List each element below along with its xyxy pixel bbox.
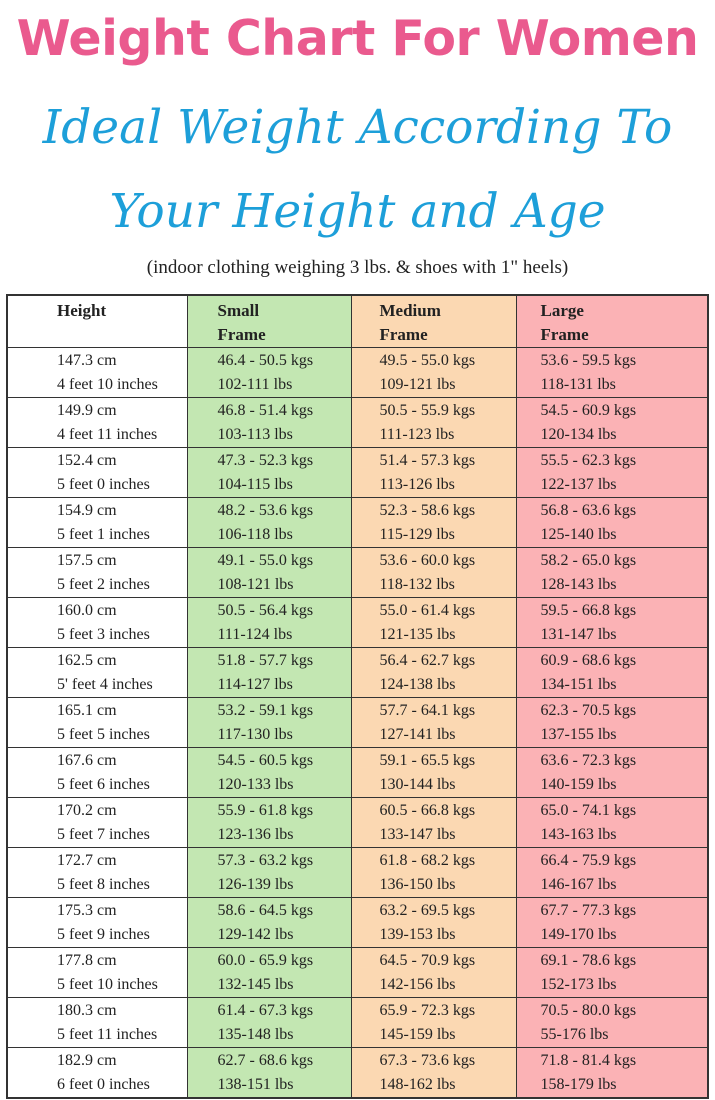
height-cm-value: 157.5 cm (57, 552, 117, 569)
large-cell (516, 1048, 708, 1099)
large-cell (516, 398, 708, 448)
small-cell (187, 398, 351, 448)
small-cell (187, 698, 351, 748)
large-large-kg-value: 55.5 - 62.3 kgs (540, 452, 637, 469)
small-small-kg-value: 46.4 - 50.5 kgs (217, 352, 314, 369)
medium-medium-lb-value: 145-159 lbs (379, 1026, 456, 1043)
small-cell (187, 848, 351, 898)
height-cell (7, 698, 187, 748)
medium-cell (351, 748, 516, 798)
medium-medium-lb-value: 109-121 lbs (379, 376, 456, 393)
medium-medium-kg-value: 57.7 - 64.1 kgs (379, 702, 476, 719)
small-cell (187, 498, 351, 548)
medium-medium-lb-value: 124-138 lbs (379, 676, 456, 693)
height-ft-value: 5 feet 10 inches (57, 976, 158, 993)
height-cm-value: 147.3 cm (57, 352, 117, 369)
large-cell (516, 898, 708, 948)
medium-medium-lb-value: 113-126 lbs (379, 476, 455, 493)
medium-cell (351, 848, 516, 898)
table-row (7, 848, 708, 898)
large-cell (516, 948, 708, 998)
header-medium-line2: Frame (379, 325, 428, 344)
small-small-lb-value: 114-127 lbs (217, 676, 293, 693)
height-cell (7, 998, 187, 1048)
medium-medium-kg-value: 67.3 - 73.6 kgs (379, 1052, 476, 1069)
height-ft-value: 5 feet 0 inches (57, 476, 150, 493)
large-cell (516, 498, 708, 548)
large-large-lb-value: 158-179 lbs (540, 1076, 617, 1093)
medium-medium-kg-value: 49.5 - 55.0 kgs (379, 352, 476, 369)
table-header-row (7, 295, 708, 348)
large-cell (516, 798, 708, 848)
small-small-kg-value: 50.5 - 56.4 kgs (217, 602, 314, 619)
header-height-label: Height (57, 301, 107, 320)
small-cell (187, 1048, 351, 1099)
medium-medium-kg-value: 61.8 - 68.2 kgs (379, 852, 476, 869)
height-cm-value: 175.3 cm (57, 902, 117, 919)
height-cm-value: 162.5 cm (57, 652, 117, 669)
large-large-lb-value: 120-134 lbs (540, 426, 617, 443)
medium-medium-lb-value: 121-135 lbs (379, 626, 456, 643)
height-ft-value: 5 feet 3 inches (57, 626, 150, 643)
height-ft-value: 5 feet 11 inches (57, 1026, 158, 1043)
table-row (7, 548, 708, 598)
table-body (7, 348, 708, 1099)
medium-medium-kg-value: 59.1 - 65.5 kgs (379, 752, 476, 769)
height-ft-value: 5 feet 2 inches (57, 576, 150, 593)
medium-medium-kg-value: 50.5 - 55.9 kgs (379, 402, 476, 419)
height-cm-value: 170.2 cm (57, 802, 117, 819)
subtitle-line-2: Your Height and Age (109, 184, 606, 239)
small-small-kg-value: 51.8 - 57.7 kgs (217, 652, 314, 669)
large-large-kg-value: 54.5 - 60.9 kgs (540, 402, 637, 419)
small-small-lb-value: 117-130 lbs (217, 726, 293, 743)
small-small-kg-value: 48.2 - 53.6 kgs (217, 502, 314, 519)
small-small-lb-value: 111-124 lbs (217, 626, 293, 643)
header-large-frame (516, 295, 708, 348)
large-cell (516, 448, 708, 498)
medium-cell (351, 948, 516, 998)
medium-medium-lb-value: 115-129 lbs (379, 526, 455, 543)
height-ft-value: 5 feet 6 inches (57, 776, 150, 793)
medium-medium-kg-value: 51.4 - 57.3 kgs (379, 452, 476, 469)
small-small-kg-value: 57.3 - 63.2 kgs (217, 852, 314, 869)
medium-medium-kg-value: 63.2 - 69.5 kgs (379, 902, 476, 919)
height-cell (7, 1048, 187, 1099)
small-cell (187, 448, 351, 498)
height-cm-value: 152.4 cm (57, 452, 117, 469)
large-cell (516, 698, 708, 748)
large-large-kg-value: 53.6 - 59.5 kgs (540, 352, 637, 369)
large-cell (516, 648, 708, 698)
height-cell (7, 448, 187, 498)
large-large-lb-value: 137-155 lbs (540, 726, 617, 743)
small-small-lb-value: 102-111 lbs (217, 376, 293, 393)
medium-medium-kg-value: 64.5 - 70.9 kgs (379, 952, 476, 969)
table-row (7, 448, 708, 498)
medium-medium-lb-value: 127-141 lbs (379, 726, 456, 743)
large-large-kg-value: 67.7 - 77.3 kgs (540, 902, 637, 919)
small-small-lb-value: 108-121 lbs (217, 576, 294, 593)
table-row (7, 748, 708, 798)
large-large-kg-value: 63.6 - 72.3 kgs (540, 752, 637, 769)
large-large-kg-value: 60.9 - 68.6 kgs (540, 652, 637, 669)
small-cell (187, 948, 351, 998)
large-large-lb-value: 131-147 lbs (540, 626, 617, 643)
large-large-lb-value: 122-137 lbs (540, 476, 617, 493)
height-cell (7, 548, 187, 598)
height-cell (7, 398, 187, 448)
table-row (7, 948, 708, 998)
medium-cell (351, 698, 516, 748)
small-small-kg-value: 46.8 - 51.4 kgs (217, 402, 314, 419)
large-large-kg-value: 69.1 - 78.6 kgs (540, 952, 637, 969)
small-small-kg-value: 54.5 - 60.5 kgs (217, 752, 314, 769)
table-row (7, 348, 708, 398)
medium-medium-lb-value: 139-153 lbs (379, 926, 456, 943)
height-ft-value: 5' feet 4 inches (57, 676, 153, 693)
medium-medium-lb-value: 148-162 lbs (379, 1076, 456, 1093)
header-medium-frame (351, 295, 516, 348)
height-ft-value: 4 feet 10 inches (57, 376, 158, 393)
small-small-lb-value: 120-133 lbs (217, 776, 294, 793)
table-row (7, 998, 708, 1048)
medium-medium-lb-value: 142-156 lbs (379, 976, 456, 993)
height-cm-value: 172.7 cm (57, 852, 117, 869)
height-cm-value: 149.9 cm (57, 402, 117, 419)
large-large-lb-value: 143-163 lbs (540, 826, 617, 843)
medium-cell (351, 498, 516, 548)
height-cm-value: 154.9 cm (57, 502, 117, 519)
height-cell (7, 498, 187, 548)
header-large-line2: Frame (540, 325, 589, 344)
medium-cell (351, 398, 516, 448)
medium-cell (351, 798, 516, 848)
small-cell (187, 998, 351, 1048)
table-row (7, 498, 708, 548)
header-small-frame (187, 295, 351, 348)
medium-cell (351, 448, 516, 498)
medium-cell (351, 648, 516, 698)
height-cell (7, 798, 187, 848)
large-large-lb-value: 118-131 lbs (540, 376, 616, 393)
medium-cell (351, 598, 516, 648)
small-small-kg-value: 55.9 - 61.8 kgs (217, 802, 314, 819)
medium-medium-lb-value: 130-144 lbs (379, 776, 456, 793)
height-ft-value: 6 feet 0 inches (57, 1076, 150, 1093)
small-small-kg-value: 47.3 - 52.3 kgs (217, 452, 314, 469)
header-small-line2: Frame (217, 325, 266, 344)
height-cell (7, 898, 187, 948)
table-row (7, 698, 708, 748)
large-large-lb-value: 55-176 lbs (540, 1026, 609, 1043)
table-row (7, 598, 708, 648)
small-cell (187, 898, 351, 948)
large-large-kg-value: 58.2 - 65.0 kgs (540, 552, 637, 569)
large-large-kg-value: 70.5 - 80.0 kgs (540, 1002, 637, 1019)
medium-medium-kg-value: 52.3 - 58.6 kgs (379, 502, 476, 519)
large-large-kg-value: 56.8 - 63.6 kgs (540, 502, 637, 519)
small-small-kg-value: 49.1 - 55.0 kgs (217, 552, 314, 569)
height-cm-value: 182.9 cm (57, 1052, 117, 1069)
small-small-lb-value: 103-113 lbs (217, 426, 293, 443)
height-cell (7, 848, 187, 898)
small-cell (187, 348, 351, 398)
large-large-kg-value: 62.3 - 70.5 kgs (540, 702, 637, 719)
large-cell (516, 348, 708, 398)
clothing-note: (indoor clothing weighing 3 lbs. & shoes with 1" heels) (146, 257, 569, 278)
header-large-line1: Large (540, 301, 584, 320)
medium-medium-lb-value: 133-147 lbs (379, 826, 456, 843)
medium-cell (351, 1048, 516, 1099)
height-cm-value: 180.3 cm (57, 1002, 117, 1019)
small-small-lb-value: 126-139 lbs (217, 876, 294, 893)
height-cm-value: 160.0 cm (57, 602, 117, 619)
table-row (7, 648, 708, 698)
small-small-lb-value: 123-136 lbs (217, 826, 294, 843)
height-cm-value: 165.1 cm (57, 702, 117, 719)
large-large-lb-value: 152-173 lbs (540, 976, 617, 993)
header-medium-line1: Medium (379, 301, 441, 320)
small-small-lb-value: 104-115 lbs (217, 476, 293, 493)
table-row (7, 398, 708, 448)
medium-medium-lb-value: 111-123 lbs (379, 426, 455, 443)
height-cell (7, 598, 187, 648)
height-cell (7, 648, 187, 698)
small-cell (187, 548, 351, 598)
large-large-lb-value: 146-167 lbs (540, 876, 617, 893)
medium-medium-kg-value: 65.9 - 72.3 kgs (379, 1002, 476, 1019)
large-large-kg-value: 71.8 - 81.4 kgs (540, 1052, 637, 1069)
small-small-kg-value: 53.2 - 59.1 kgs (217, 702, 314, 719)
large-large-kg-value: 59.5 - 66.8 kgs (540, 602, 637, 619)
large-large-kg-value: 65.0 - 74.1 kgs (540, 802, 637, 819)
small-small-lb-value: 106-118 lbs (217, 526, 293, 543)
page-title: Weight Chart For Women (16, 10, 699, 67)
small-small-lb-value: 135-148 lbs (217, 1026, 294, 1043)
height-cm-value: 177.8 cm (57, 952, 117, 969)
table-row (7, 798, 708, 848)
height-ft-value: 5 feet 7 inches (57, 826, 150, 843)
small-small-lb-value: 138-151 lbs (217, 1076, 294, 1093)
medium-cell (351, 998, 516, 1048)
small-cell (187, 798, 351, 848)
medium-medium-lb-value: 136-150 lbs (379, 876, 456, 893)
height-cell (7, 348, 187, 398)
height-cell (7, 948, 187, 998)
header-height (7, 295, 187, 348)
medium-medium-kg-value: 60.5 - 66.8 kgs (379, 802, 476, 819)
table-row (7, 898, 708, 948)
small-small-lb-value: 132-145 lbs (217, 976, 294, 993)
small-small-lb-value: 129-142 lbs (217, 926, 294, 943)
height-ft-value: 5 feet 1 inches (57, 526, 150, 543)
medium-medium-kg-value: 56.4 - 62.7 kgs (379, 652, 476, 669)
weight-table (6, 294, 709, 1099)
height-ft-value: 4 feet 11 inches (57, 426, 158, 443)
medium-medium-kg-value: 55.0 - 61.4 kgs (379, 602, 476, 619)
small-small-kg-value: 58.6 - 64.5 kgs (217, 902, 314, 919)
height-cell (7, 748, 187, 798)
small-cell (187, 748, 351, 798)
large-large-lb-value: 140-159 lbs (540, 776, 617, 793)
large-large-lb-value: 134-151 lbs (540, 676, 617, 693)
small-small-kg-value: 61.4 - 67.3 kgs (217, 1002, 314, 1019)
large-large-kg-value: 66.4 - 75.9 kgs (540, 852, 637, 869)
small-small-kg-value: 60.0 - 65.9 kgs (217, 952, 314, 969)
height-cm-value: 167.6 cm (57, 752, 117, 769)
height-ft-value: 5 feet 8 inches (57, 876, 150, 893)
small-cell (187, 598, 351, 648)
large-cell (516, 998, 708, 1048)
large-cell (516, 748, 708, 798)
header-small-line1: Small (217, 301, 260, 320)
height-ft-value: 5 feet 9 inches (57, 926, 150, 943)
medium-cell (351, 898, 516, 948)
medium-cell (351, 548, 516, 598)
small-small-kg-value: 62.7 - 68.6 kgs (217, 1052, 314, 1069)
medium-medium-lb-value: 118-132 lbs (379, 576, 455, 593)
table-row (7, 1048, 708, 1099)
small-cell (187, 648, 351, 698)
large-large-lb-value: 128-143 lbs (540, 576, 617, 593)
medium-cell (351, 348, 516, 398)
large-cell (516, 598, 708, 648)
subtitle-line-1: Ideal Weight According To (42, 100, 673, 155)
large-large-lb-value: 125-140 lbs (540, 526, 617, 543)
large-large-lb-value: 149-170 lbs (540, 926, 617, 943)
height-ft-value: 5 feet 5 inches (57, 726, 150, 743)
medium-medium-kg-value: 53.6 - 60.0 kgs (379, 552, 476, 569)
large-cell (516, 548, 708, 598)
large-cell (516, 848, 708, 898)
